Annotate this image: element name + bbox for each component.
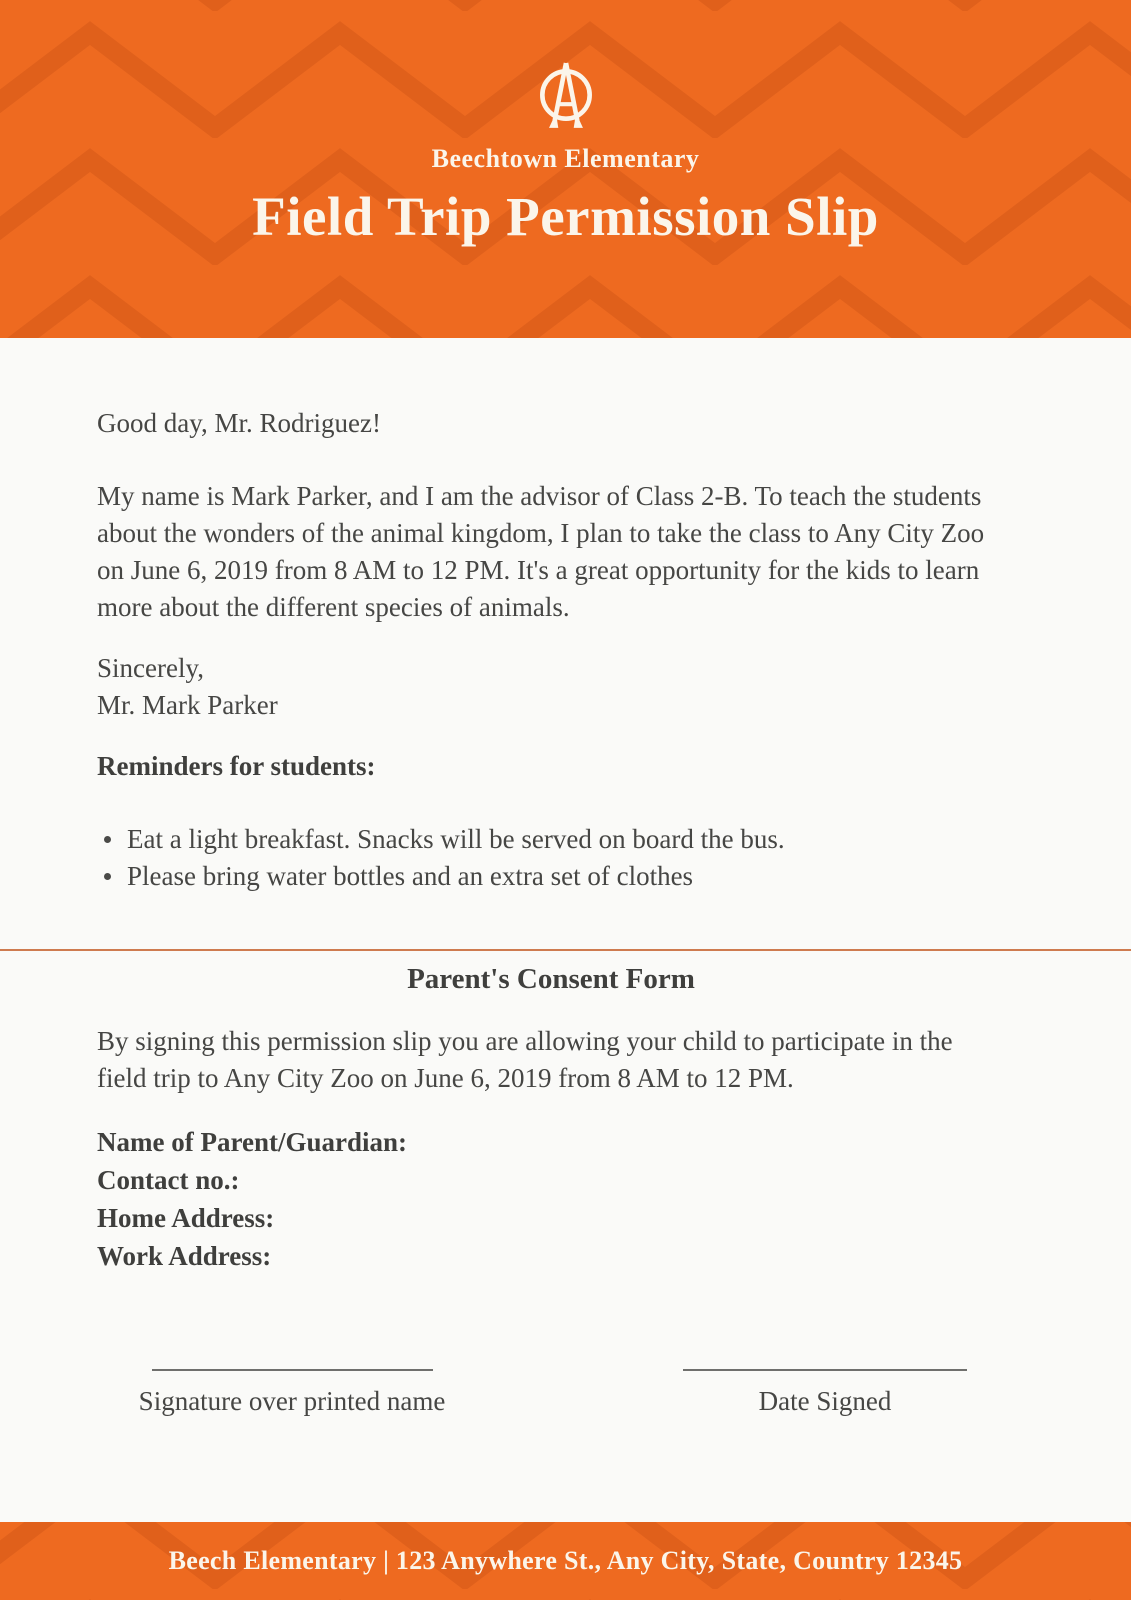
closing-block xyxy=(97,650,1005,724)
footer-banner xyxy=(0,1522,1131,1600)
field-label-parent-name: Name of Parent/Guardian: xyxy=(97,1127,407,1157)
header-banner xyxy=(0,0,1131,338)
school-a-monogram-logo-icon xyxy=(535,60,597,132)
signature-line xyxy=(152,1369,433,1371)
header-content xyxy=(0,0,1131,338)
field-label-work-address: Work Address: xyxy=(97,1241,272,1271)
date-signed-line xyxy=(683,1369,967,1371)
sender-name: Mr. Mark Parker xyxy=(97,690,278,720)
reminders-heading: Reminders for students: xyxy=(97,751,376,781)
signature-label: Signature over printed name xyxy=(138,1386,446,1416)
school-name: Beechtown Elementary xyxy=(431,144,700,173)
consent-form-heading: Parent's Consent Form xyxy=(407,963,695,995)
footer-address-line: Beech Elementary | 123 Anywhere St., Any City, State, Country 12345 xyxy=(168,1546,963,1575)
greeting-line: Good day, Mr. Rodriguez! xyxy=(97,408,381,438)
date-signed-label: Date Signed xyxy=(758,1386,892,1416)
field-label-contact-no: Contact no.: xyxy=(97,1165,240,1195)
page-title: Field Trip Permission Slip xyxy=(252,186,879,247)
consent-form-section xyxy=(0,961,1131,1420)
reminders-list xyxy=(97,821,1005,895)
field-label-home-address: Home Address: xyxy=(97,1203,275,1233)
letter-body-paragraph: My name is Mark Parker, and I am the advisor of Class 2-B. To teach the students about the wonders of the animal kingdom, I plan to take the class to Any City Zoo on June 6, 2019 from 8 AM to 12 PM. It's a great opportunity for the kids to learn more about the different species of animals. xyxy=(97,481,985,622)
consent-body-paragraph: By signing this permission slip you are allowing your child to participate in the field trip to Any City Zoo on June 6, 2019 from 8 AM to 12 PM. xyxy=(97,1026,953,1093)
signature-row xyxy=(97,1369,1005,1420)
signature-block xyxy=(112,1369,472,1420)
list-item: Please bring water bottles and an extra set of clothes xyxy=(97,858,1005,895)
section-divider xyxy=(0,949,1131,951)
consent-fields xyxy=(97,1123,1005,1275)
date-signed-block xyxy=(645,1369,1005,1420)
closing-line: Sincerely, xyxy=(97,653,204,683)
list-item: Eat a light breakfast. Snacks will be served on board the bus. xyxy=(97,821,1005,858)
